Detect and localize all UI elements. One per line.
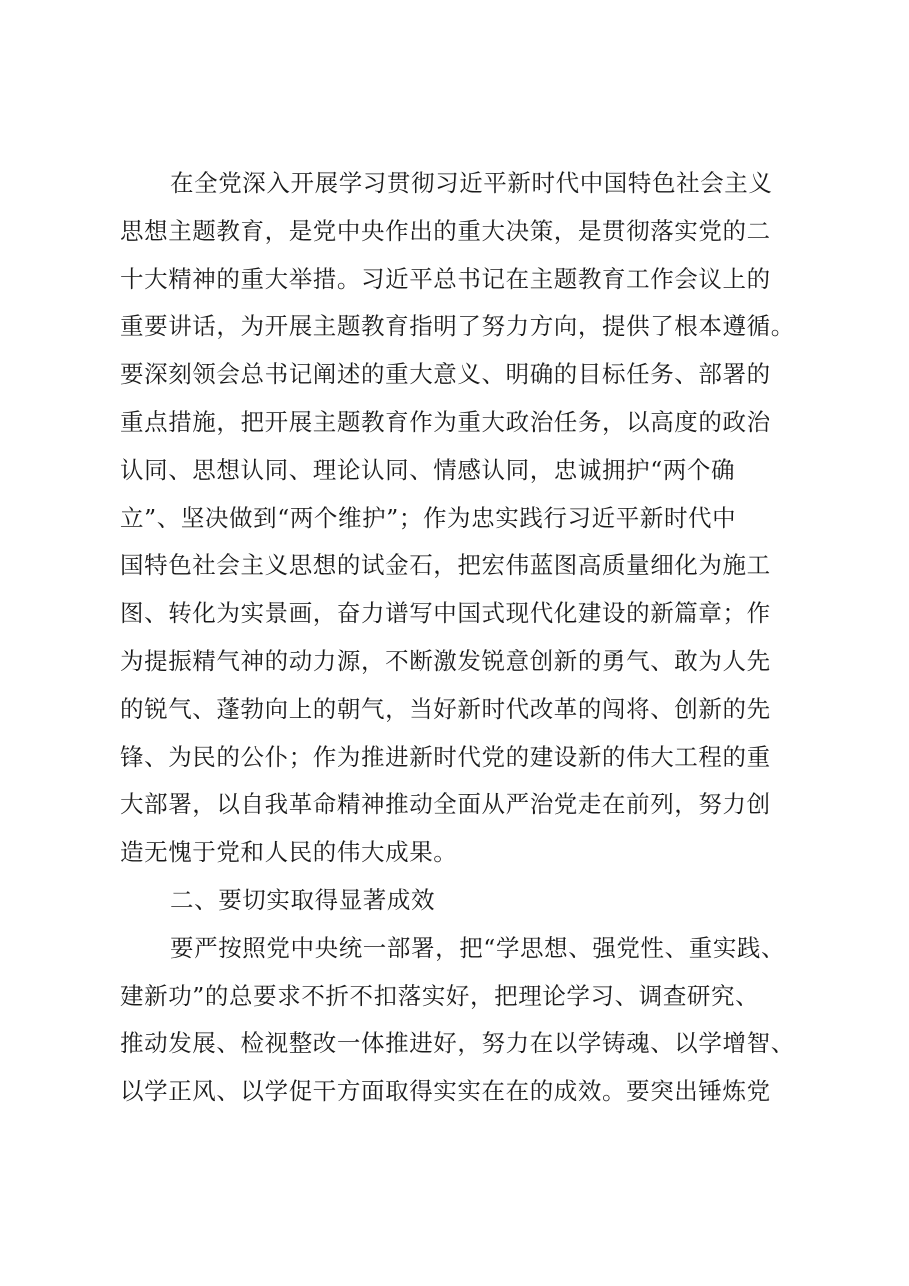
text-line: 要深刻领会总书记阐述的重大意义、明确的目标任务、部署的	[120, 360, 771, 389]
text-line: 大部署，以自我革命精神推动全面从严治党走在前列，努力创	[120, 790, 771, 819]
body-text	[120, 160, 800, 1116]
text-line: 立”、坚决做到“两个维护”；作为忠实践行习近平新时代中	[120, 503, 737, 532]
text-line: 建新功”的总要求不折不扣落实好，把理论学习、调查研究、	[120, 981, 760, 1010]
text-line: 十大精神的重大举措。习近平总书记在主题教育工作会议上的	[120, 264, 771, 293]
text-line: 思想主题教育，是党中央作出的重大决策，是贯彻落实党的二	[120, 216, 771, 245]
text-line: 要严按照党中央统一部署，把“学思想、强党性、重实践、	[170, 933, 786, 962]
text-line: 认同、思想认同、理论认同、情感认同，忠诚拥护“两个确	[120, 455, 736, 484]
text-line: 为提振精气神的动力源，不断激发锐意创新的勇气、敢为人先	[120, 646, 771, 675]
section-heading: 二、要切实取得显著成效	[170, 885, 436, 914]
text-line: 国特色社会主义思想的试金石，把宏伟蓝图高质量细化为施工	[120, 551, 771, 580]
text-line: 图、转化为实景画，奋力谱写中国式现代化建设的新篇章；作	[120, 599, 771, 628]
text-line: 的锐气、蓬勃向上的朝气，当好新时代改革的闯将、创新的先	[120, 694, 771, 723]
text-line: 造无愧于党和人民的伟大成果。	[120, 838, 458, 867]
text-line: 在全党深入开展学习贯彻习近平新时代中国特色社会主义	[170, 169, 773, 197]
text-line: 推动发展、检视整改一体推进好，努力在以学铸魂、以学增智、	[120, 1029, 795, 1058]
text-line: 锋、为民的公仆；作为推进新时代党的建设新的伟大工程的重	[120, 742, 771, 771]
text-line: 以学正风、以学促干方面取得实实在在的成效。要突出锤炼党	[120, 1077, 771, 1106]
text-line: 重点措施，把开展主题教育作为重大政治任务，以高度的政治	[120, 407, 771, 436]
text-line: 重要讲话，为开展主题教育指明了努力方向，提供了根本遵循。	[120, 312, 795, 341]
